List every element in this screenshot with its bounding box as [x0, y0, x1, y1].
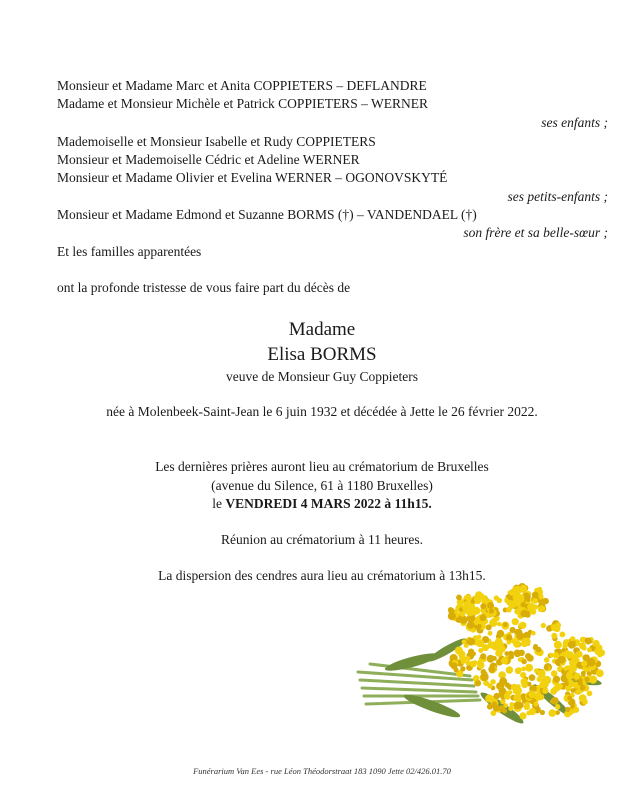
mimosa-flower — [464, 608, 469, 613]
mimosa-flower — [480, 653, 486, 659]
mimosa-flower — [509, 590, 515, 596]
relatives-line: Et les familles apparentées — [57, 244, 202, 259]
mimosa-flower — [560, 632, 566, 638]
mimosa-flower — [578, 678, 583, 683]
mimosa-flower — [521, 682, 527, 688]
mimosa-flower — [549, 709, 557, 717]
mimosa-flower — [506, 634, 512, 640]
mimosa-flower — [579, 694, 587, 702]
ceremony-line-2: (avenue du Silence, 61 à 1180 Bruxelles) — [211, 478, 433, 493]
mimosa-flower — [480, 673, 488, 681]
mimosa-flower — [543, 682, 548, 687]
mimosa-flower — [471, 652, 476, 657]
mimosa-flower — [576, 651, 583, 658]
mimosa-flower — [515, 586, 520, 591]
mimosa-flower — [581, 671, 586, 676]
mimosa-flower — [593, 640, 600, 647]
mimosa-flower — [480, 615, 487, 622]
mimosa-flower — [516, 632, 524, 640]
mimosa-flower — [529, 674, 536, 681]
mimosa-flower — [460, 611, 466, 617]
mimosa-flower — [456, 595, 462, 601]
mimosa-flower — [513, 640, 521, 648]
mimosa-flower — [514, 609, 520, 615]
mimosa-flower — [517, 702, 523, 708]
mimosa-flower — [448, 612, 456, 620]
mimosa-flower — [544, 657, 550, 663]
mimosa-flower — [504, 651, 509, 656]
mimosa-flower — [488, 631, 493, 636]
sibling-label: son frère et sa belle-sœur ; — [463, 225, 608, 240]
dispersion-line: La dispersion des cendres aura lieu au crématorium à 13h15. — [158, 568, 486, 583]
grandchildren-label: ses petits-enfants ; — [507, 189, 608, 204]
mimosa-flower — [555, 622, 561, 628]
announcement-line: ont la profonde tristesse de vous faire part du décès de — [57, 280, 351, 295]
mimosa-flower — [462, 639, 467, 644]
mimosa-flower — [499, 687, 507, 695]
mimosa-flower — [587, 648, 592, 653]
mimosa-flower — [478, 648, 483, 653]
mimosa-flower — [519, 594, 524, 599]
mimosa-flower — [584, 677, 589, 682]
mimosa-flower — [497, 622, 502, 627]
mimosa-flower — [495, 649, 503, 657]
mimosa-flower — [565, 707, 570, 712]
mimosa-flower — [524, 704, 530, 710]
mimosa-flower — [532, 592, 539, 599]
mimosa-flower — [528, 691, 536, 699]
mimosa-flower — [587, 691, 593, 697]
mimosa-flower — [491, 702, 497, 708]
mimosa-flower — [487, 683, 492, 688]
mimosa-flower — [508, 706, 513, 711]
mimosa-flower — [521, 602, 526, 607]
family-line-child-1: Monsieur et Madame Marc et Anita COPPIETERS – DEFLANDRE — [57, 78, 427, 93]
deceased-name: Elisa BORMS — [267, 344, 377, 365]
mimosa-flower — [522, 659, 527, 664]
mimosa-flower — [520, 585, 527, 592]
mimosa-flower — [573, 707, 579, 713]
mimosa-flower — [551, 633, 557, 639]
mimosa-flower — [554, 641, 562, 649]
mimosa-flower — [497, 598, 502, 603]
mimosa-flower — [582, 646, 587, 651]
mimosa-flower — [486, 624, 492, 630]
mimosa-flower — [466, 656, 471, 661]
mimosa-flower — [553, 676, 560, 683]
mimosa-flower — [487, 602, 494, 609]
mimosa-flower — [510, 600, 518, 608]
mimosa-flower — [527, 655, 534, 662]
family-line-sibling: Monsieur et Madame Edmond et Suzanne BORMS (†) – VANDENDAEL (†) — [57, 207, 477, 222]
mimosa-flower — [455, 618, 460, 623]
mimosa-flower — [521, 667, 526, 672]
mimosa-flower — [558, 656, 566, 664]
mimosa-flower — [525, 611, 530, 616]
mimosa-flower — [509, 654, 514, 659]
mimosa-flower — [497, 645, 502, 650]
mimosa-flower — [596, 669, 604, 677]
family-line-child-2: Madame et Monsieur Michèle et Patrick COPPIETERS – WERNER — [57, 96, 428, 111]
mimosa-flower — [477, 660, 482, 665]
mimosa-flower — [570, 636, 576, 642]
mimosa-flower — [515, 668, 522, 675]
mimosa-flower — [555, 683, 562, 690]
mimosa-flower — [568, 641, 576, 649]
mimosa-flower — [564, 666, 569, 671]
mimosa-flower — [510, 702, 515, 707]
meeting-line: Réunion au crématorium à 11 heures. — [221, 532, 423, 547]
mimosa-flower — [529, 708, 536, 715]
mimosa-flower — [501, 657, 508, 664]
mimosa-flower — [477, 635, 482, 640]
mimosa-flower — [451, 662, 458, 669]
mimosa-flower — [585, 638, 592, 645]
mimosa-flower — [544, 665, 549, 670]
mimosa-flower — [538, 694, 544, 700]
mimosa-flower — [567, 696, 572, 701]
mimosa-flower — [539, 605, 546, 612]
ceremony-date-line — [0, 495, 644, 513]
mimosa-flower — [575, 689, 580, 694]
stem — [360, 680, 474, 686]
mimosa-flower — [588, 658, 594, 664]
mimosa-flower — [494, 693, 500, 699]
mimosa-flower — [542, 688, 548, 694]
family-line-grandchild-2: Monsieur et Mademoiselle Cédric et Adeline WERNER — [57, 152, 360, 167]
birth-death-line: née à Molenbeek-Saint-Jean le 6 juin 1932 et décédée à Jette le 26 février 2022. — [106, 404, 538, 419]
mimosa-flower — [525, 664, 533, 672]
mimosa-flower — [564, 681, 569, 686]
ceremony-date-prefix: le — [212, 496, 226, 511]
mimosa-flower — [475, 680, 481, 686]
ceremony-date: VENDREDI 4 MARS 2022 à 11h15. — [225, 496, 432, 511]
mimosa-flower — [475, 591, 483, 599]
mimosa-flower — [465, 594, 472, 601]
mimosa-flower — [489, 608, 494, 613]
mimosa-flower — [502, 708, 507, 713]
mimosa-flower — [506, 666, 513, 673]
mimosa-flower — [480, 603, 486, 609]
mimosa-flower — [536, 647, 542, 653]
mimosa-flower — [519, 712, 526, 719]
mimosa-flower — [514, 687, 522, 695]
mimosa-flower — [566, 672, 572, 678]
mimosa-flower — [491, 641, 496, 646]
mimosa-flower — [503, 622, 508, 627]
mimosa-flower — [485, 694, 493, 702]
mimosa-flower — [467, 638, 475, 646]
mimosa-flower — [534, 702, 539, 707]
mimosa-flower — [597, 652, 602, 657]
mimosa-bouquet-image — [352, 580, 612, 750]
mimosa-flower — [581, 661, 587, 667]
mimosa-flower — [523, 638, 531, 646]
mimosa-flower — [527, 604, 534, 611]
mimosa-flower — [488, 666, 495, 673]
mimosa-flower — [531, 631, 536, 636]
mimosa-flower — [473, 660, 478, 665]
mimosa-flower — [492, 656, 497, 661]
mimosa-flower — [569, 659, 577, 667]
mimosa-flower — [465, 660, 470, 665]
mimosa-flower — [538, 670, 546, 678]
mimosa-flower — [476, 639, 484, 647]
mimosa-flower — [532, 598, 538, 604]
widow-of-line: veuve de Monsieur Guy Coppieters — [226, 369, 418, 384]
family-line-grandchild-1: Mademoiselle et Monsieur Isabelle et Rudy COPPIETERS — [57, 134, 376, 149]
mimosa-flower — [512, 618, 519, 625]
mimosa-flower — [565, 650, 569, 654]
mimosa-flower — [460, 666, 465, 671]
funeral-home-footer: Funérarium Van Ees - rue Léon Théodorstraat 183 1090 Jette 02/426.01.70 — [193, 766, 451, 776]
mimosa-flower — [495, 638, 503, 646]
mimosa-flower — [467, 621, 475, 629]
mimosa-flower — [555, 704, 561, 710]
ceremony-line-1: Les dernières prières auront lieu au crématorium de Bruxelles — [155, 459, 489, 474]
mimosa-flower — [540, 710, 545, 715]
stem — [362, 688, 476, 692]
mimosa-flower — [514, 650, 522, 658]
mimosa-flower — [541, 623, 546, 628]
mimosa-flower — [525, 594, 531, 600]
mimosa-flower — [499, 677, 507, 685]
mimosa-flower — [470, 608, 478, 616]
family-line-grandchild-3: Monsieur et Madame Olivier et Evelina WERNER – OGONOVSKYTÉ — [57, 170, 448, 185]
mimosa-flower — [519, 622, 525, 628]
mimosa-flower — [460, 616, 468, 624]
mimosa-flower — [537, 587, 542, 592]
deceased-title: Madame — [288, 319, 356, 340]
children-label: ses enfants ; — [541, 115, 608, 130]
mimosa-flower — [571, 688, 576, 693]
mimosa-flower — [551, 697, 559, 705]
mimosa-flower — [549, 653, 554, 658]
mimosa-flower — [510, 627, 516, 633]
